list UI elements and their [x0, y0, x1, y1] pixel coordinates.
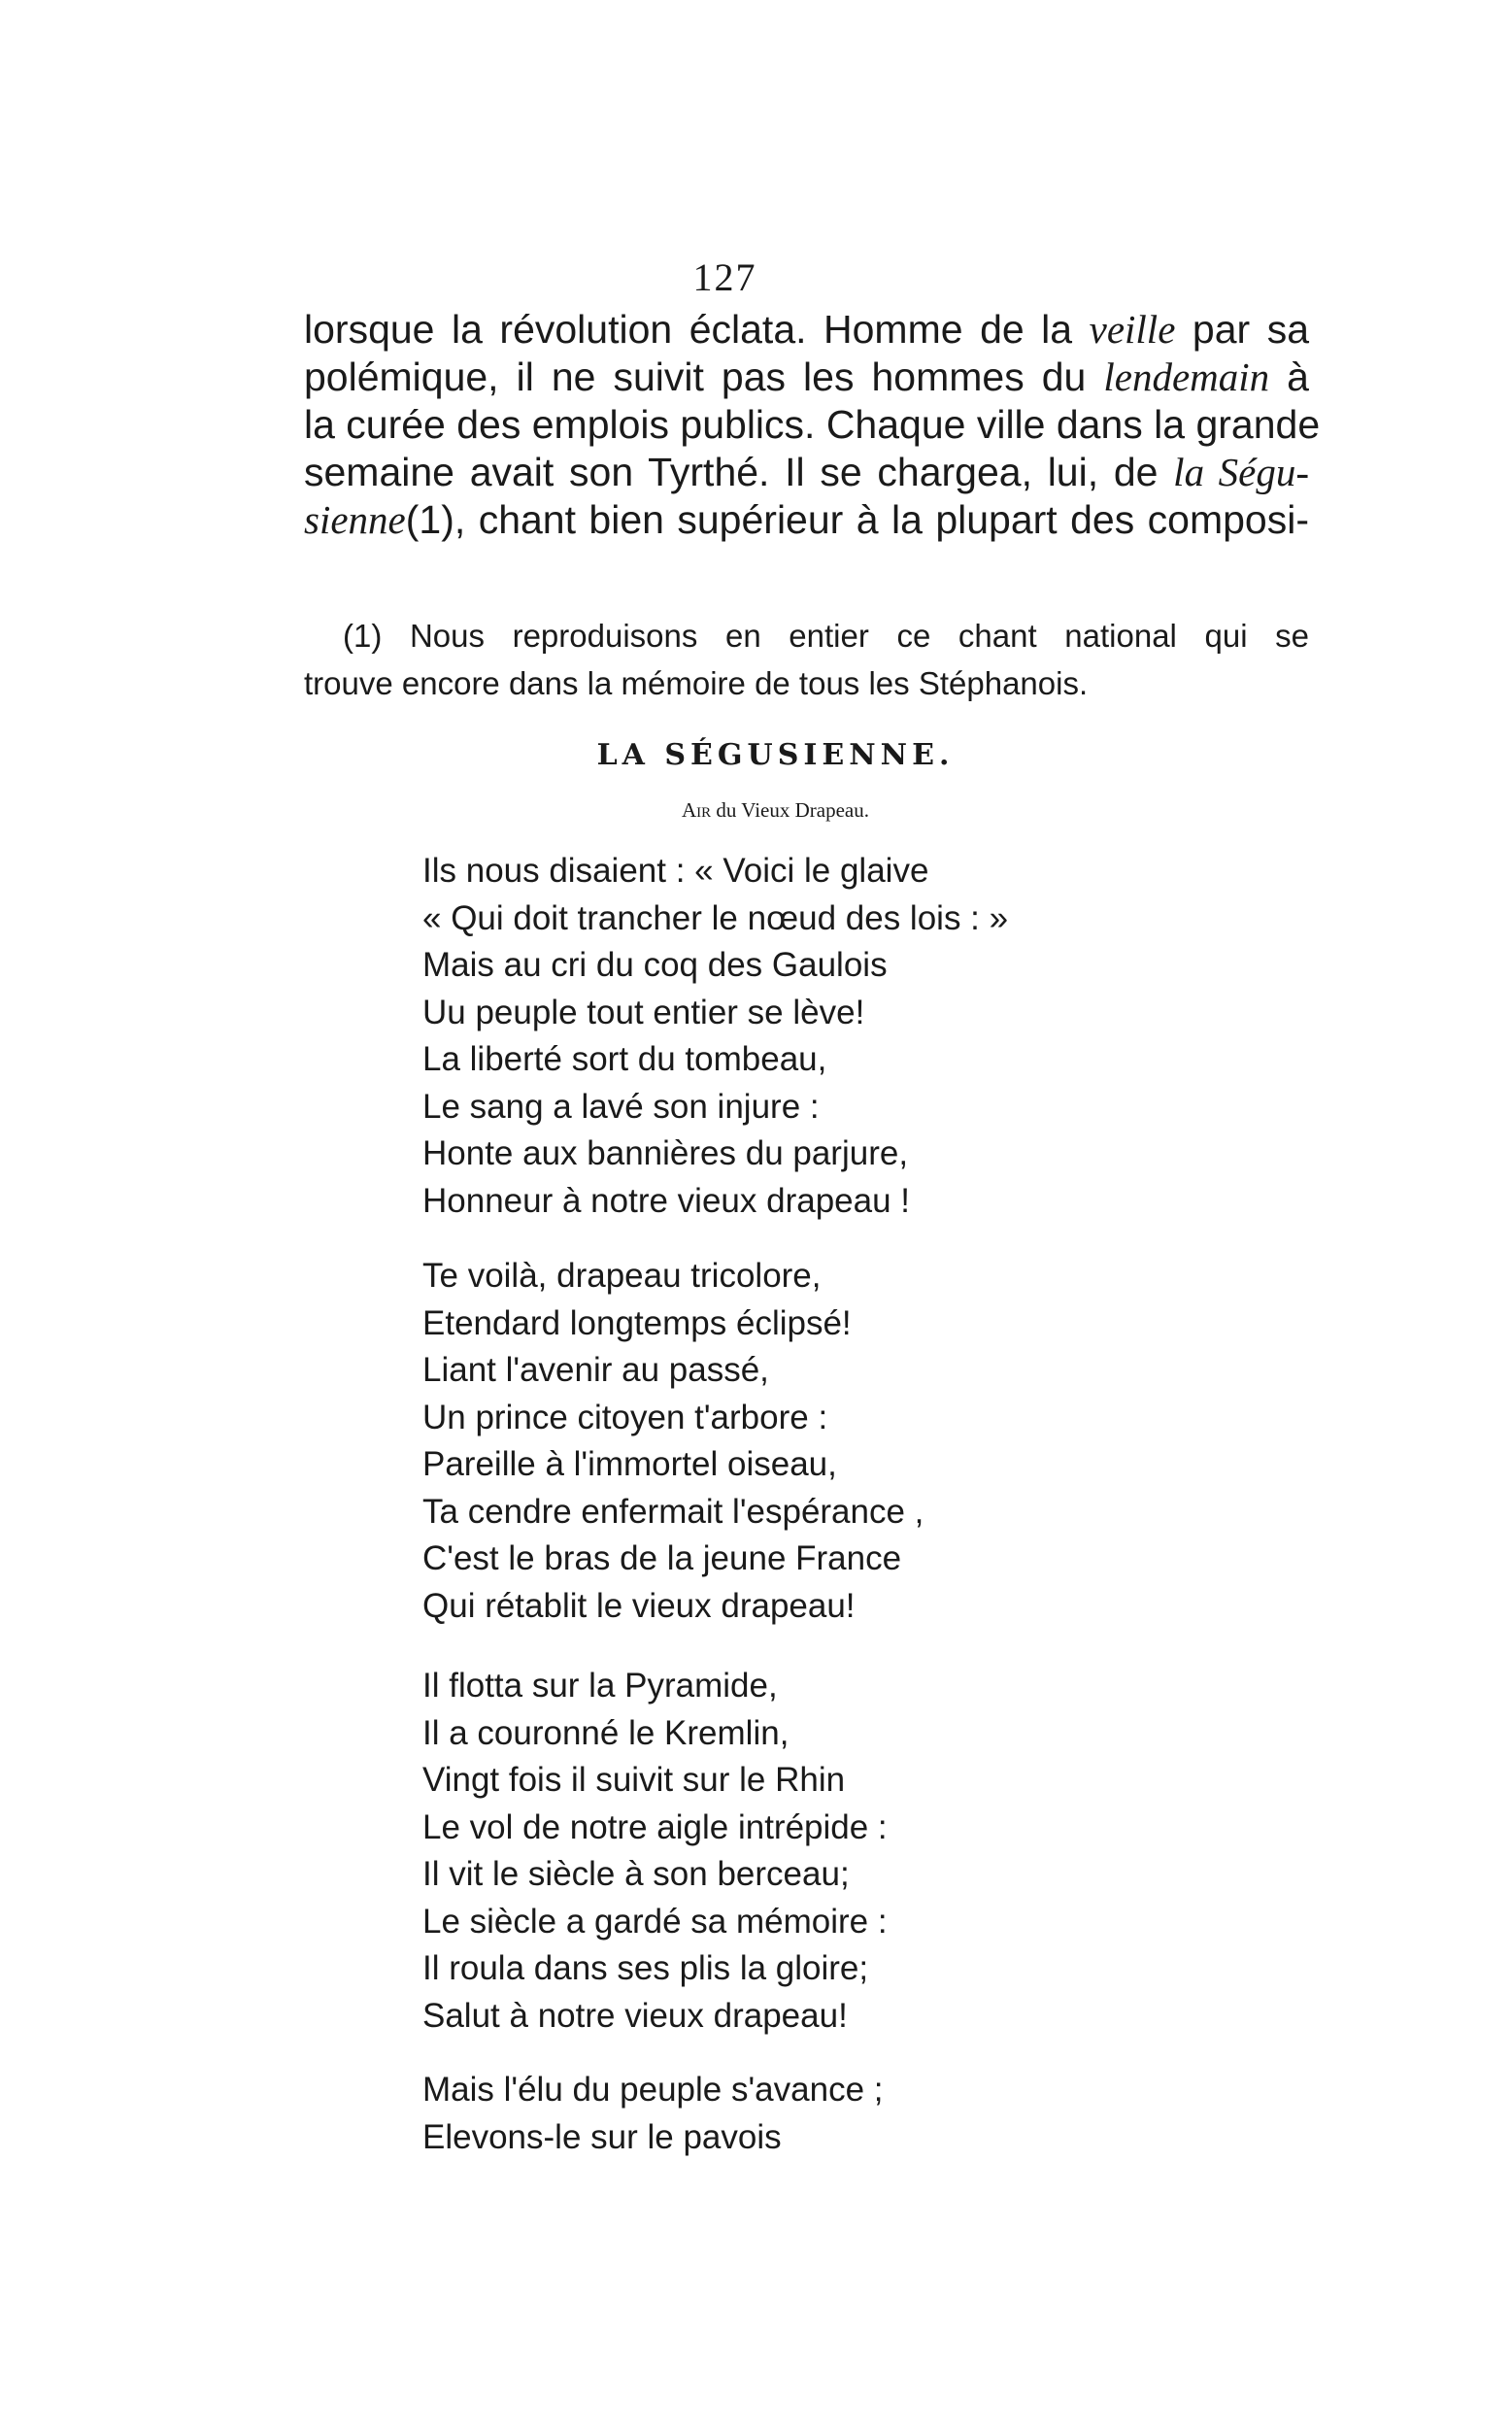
italic-term: lendemain [1103, 355, 1270, 399]
verse-line: « Qui doit trancher le nœud des lois : » [422, 898, 1009, 937]
verse-line: Il roula dans ses plis la gloire; [422, 1949, 869, 1987]
body-line: la curée des emplois publics. Chaque ville dans la grande [304, 402, 1321, 447]
verse-line: Mais au cri du coq des Gaulois [422, 946, 888, 984]
verse-line: C'est le bras de la jeune France [422, 1539, 902, 1577]
verse-line: Honneur à notre vieux drapeau ! [422, 1181, 910, 1220]
song-air [19, 798, 1512, 823]
verse-line: Il vit le siècle à son berceau; [422, 1855, 850, 1893]
italic-term: sienne [304, 497, 406, 542]
song-title: LA SÉGUSIENNE. [596, 738, 955, 772]
verse-line: Le siècle a gardé sa mémoire : [422, 1902, 888, 1941]
verse-line: La liberté sort du tombeau, [422, 1040, 827, 1078]
footnote [304, 612, 1309, 707]
verse-line: Ils nous disaient : « Voici le glaive [422, 852, 929, 890]
air-name: du Vieux Drapeau. [711, 798, 869, 822]
footnote-line: (1) Nous reproduisons en entier ce chant national qui se [343, 618, 1309, 654]
verse-line: Il a couronné le Kremlin, [422, 1713, 790, 1752]
verse-line: Il flotta sur la Pyramide, [422, 1667, 778, 1705]
verse-line: Vingt fois il suivit sur le Rhin [422, 1761, 846, 1799]
verse-line: Un prince citoyen t'arbore : [422, 1398, 828, 1436]
verse-line: Le vol de notre aigle intrépide : [422, 1807, 888, 1846]
italic-term: veille [1089, 307, 1176, 352]
verse-line: Ta cendre enfermait l'espérance , [422, 1492, 924, 1531]
footnote-line: trouve encore dans la mémoire de tous les Stéphanois. [304, 665, 1089, 701]
stanza [422, 1663, 888, 2040]
verse-line: Mais l'élu du peuple s'avance ; [422, 2071, 884, 2109]
verse-line: Uu peuple tout entier se lève! [422, 993, 865, 1031]
air-label: Air [682, 798, 712, 822]
verse-line: Le sang a lavé son injure : [422, 1087, 820, 1126]
body-line: sienne(1), chant bien supérieur à la plupart des composi- [304, 497, 1309, 542]
italic-term: la Ségu- [1173, 450, 1309, 494]
verse-line: Qui rétablit le vieux drapeau! [422, 1586, 856, 1625]
body-line: semaine avait son Tyrthé. Il se chargea, lui, de la Ségu- [304, 450, 1309, 494]
verse-line: Honte aux bannières du parjure, [422, 1134, 909, 1172]
stanza [422, 1253, 924, 1630]
verse-line: Salut à notre vieux drapeau! [422, 1996, 848, 2035]
verse-line: Etendard longtemps éclipsé! [422, 1303, 852, 1342]
verse-line: Liant l'avenir au passé, [422, 1351, 769, 1389]
verse-line: Pareille à l'immortel oiseau, [422, 1445, 837, 1483]
verse-line: Te voilà, drapeau tricolore, [422, 1257, 822, 1295]
body-line: lorsque la révolution éclata. Homme de la veille par sa [304, 307, 1310, 352]
body-paragraph [304, 306, 1321, 544]
page-number: 127 [692, 255, 757, 299]
body-line: polémique, il ne suivit pas les hommes du lendemain à [304, 355, 1309, 399]
stanza [422, 2067, 883, 2161]
verse-line: Elevons-le sur le pavois [422, 2117, 782, 2156]
stanza [422, 848, 1008, 1225]
